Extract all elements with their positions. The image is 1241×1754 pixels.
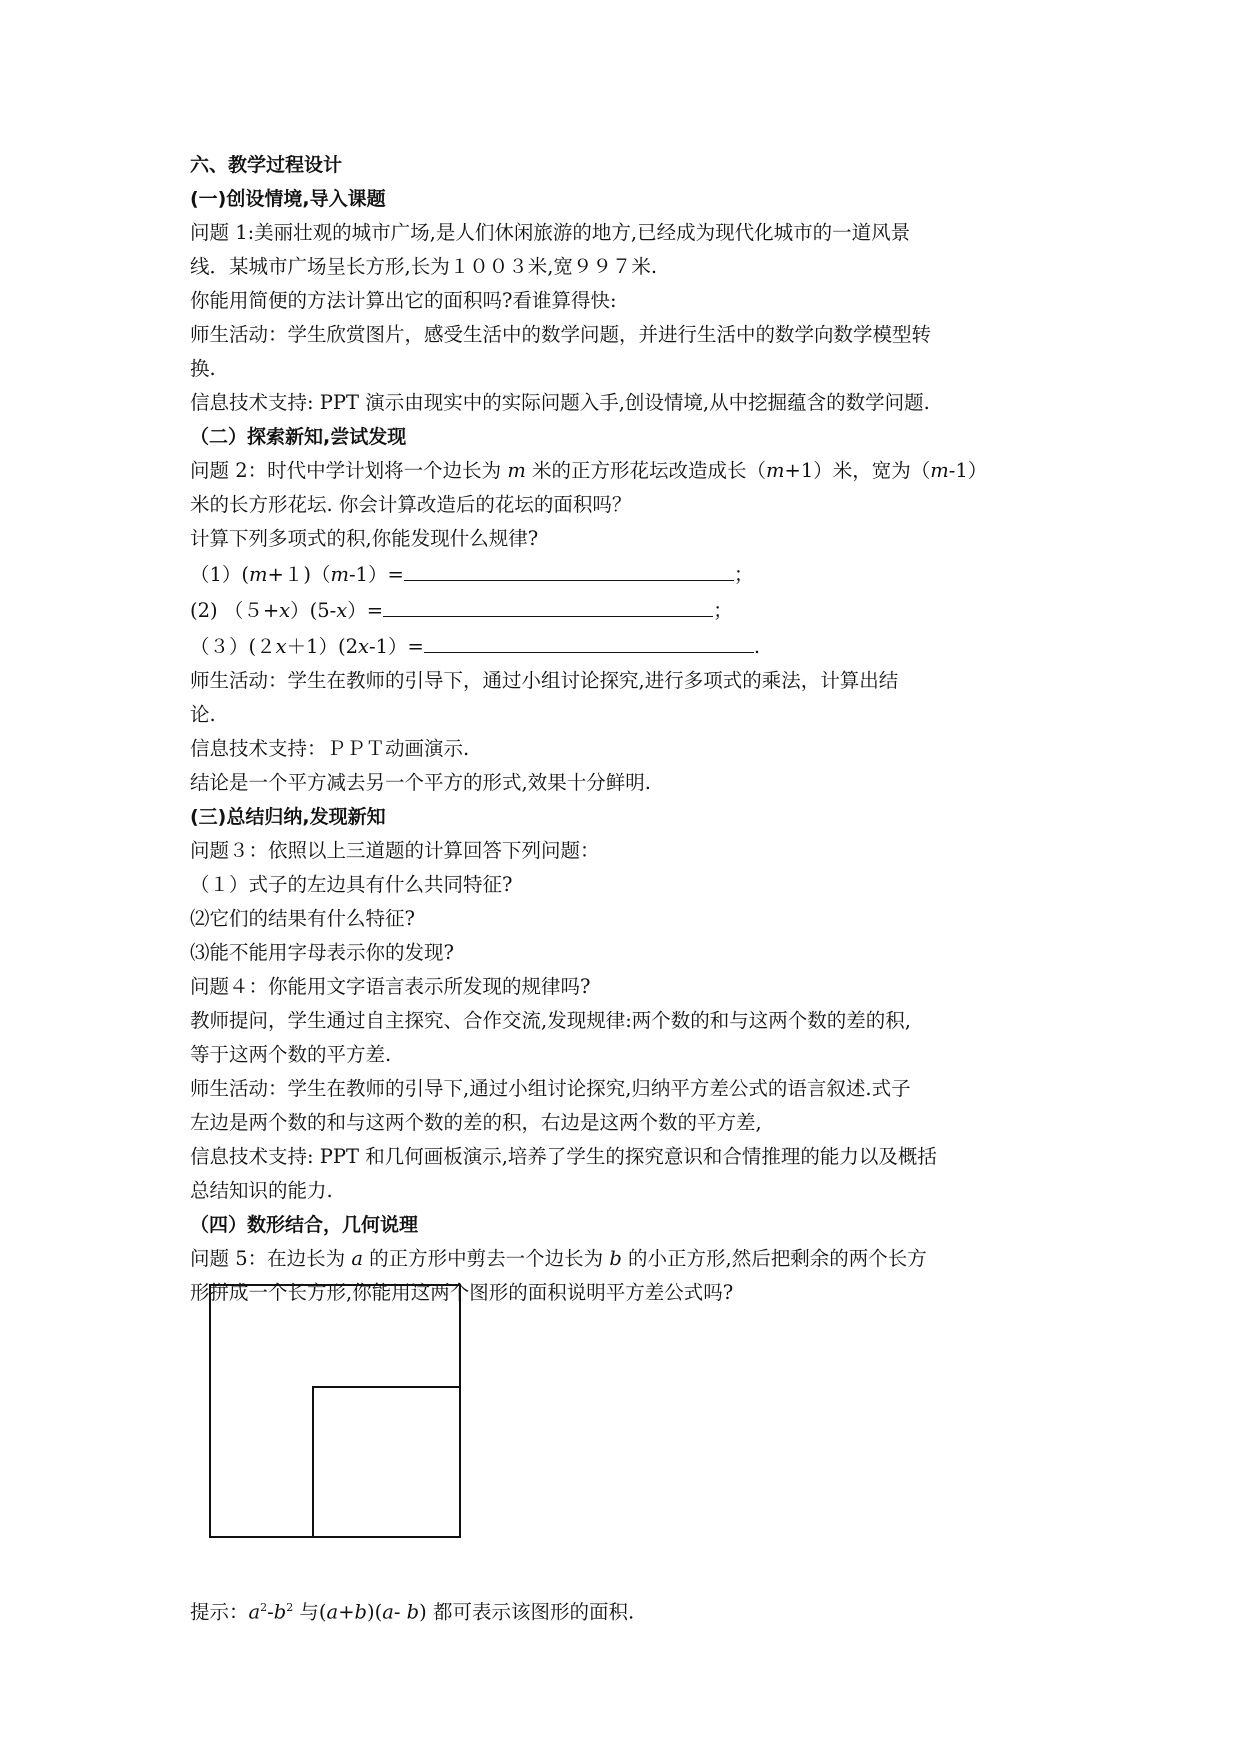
tech-support-3-line-2: 总结知识的能力.	[190, 1179, 333, 1202]
question-3-3: ⑶能不能用字母表示你的发现?	[190, 941, 454, 964]
heading-part-1: (一)创设情境,导入课题	[190, 188, 386, 210]
problem-2-line-1: 问题 2：时代中学计划将一个边长为 m 米的正方形花坛改造成长（m+1）米，宽为（m-1）	[190, 459, 988, 482]
answer-blank-3	[424, 628, 754, 653]
outer-square	[210, 1285, 460, 1537]
heading-part-2: （二）探索新知,尝试发现	[190, 426, 407, 448]
problem-1-question: 你能用简便的方法计算出它的面积吗?看谁算得快:	[190, 289, 617, 312]
problem-5-line-1: 问题 5：在边长为 a 的正方形中剪去一个边长为 b 的小正方形,然后把剩余的两个长方	[190, 1247, 927, 1270]
problem-5-line-2: 形拼成一个长方形,你能用这两个图形的面积说明平方差公式吗?	[190, 1281, 734, 1304]
heading-part-3: (三)总结归纳,发现新知	[190, 806, 386, 828]
teacher-question-line-1: 教师提问，学生通过自主探究、合作交流,发现规律:两个数的和与这两个数的差的积,	[190, 1009, 911, 1032]
problem-3: 问题３：依照以上三道题的计算回答下列问题：	[190, 839, 600, 862]
hint-line: 提示：$a^2-b^2$ 与(a+b)(a- b) 都可表示该图形的面积.	[190, 1600, 635, 1623]
document-body	[190, 148, 1060, 1310]
activity-1-line-2: 换.	[190, 357, 216, 380]
tech-support-1: 信息技术支持: PPT 演示由现实中的实际问题入手,创设情境,从中挖掘蕴含的数学问题.	[190, 391, 930, 414]
activity-2-line-2: 论.	[190, 703, 216, 726]
activity-2-line-1: 师生活动：学生在教师的引导下，通过小组讨论探究,进行多项式的乘法，计算出结	[190, 669, 899, 692]
square-diagram-svg	[209, 1284, 461, 1538]
conclusion-2: 结论是一个平方减去另一个平方的形式,效果十分鲜明.	[190, 771, 651, 794]
activity-3-line-2: 左边是两个数的和与这两个数的差的积，右边是这两个数的平方差,	[190, 1111, 762, 1134]
tech-support-3-line-1: 信息技术支持: PPT 和几何画板演示,培养了学生的探究意识和合情推理的能力以及概括	[190, 1145, 937, 1168]
inner-square	[313, 1387, 460, 1537]
problem-2-line-2: 米的长方形花坛. 你会计算改造后的花坛的面积吗？	[190, 493, 632, 516]
exercise-1: （1）(m+１)（m-1）= ；	[190, 556, 1060, 592]
square-diagram	[209, 1284, 461, 1538]
problem-1-line-1: 问题 1:美丽壮观的城市广场,是人们休闲旅游的地方,已经成为现代化城市的一道风景	[190, 221, 911, 244]
section-title: 六、教学过程设计	[190, 154, 343, 176]
compute-prompt: 计算下列多项式的积,你能发现什么规律?	[190, 527, 539, 550]
question-3-1: （１）式子的左边具有什么共同特征?	[190, 873, 513, 896]
problem-1-line-2: 线．某城市广场呈长方形,长为１００３米,宽９９７米.	[190, 255, 658, 278]
exercise-2: (2) （５+x）(5-x）= ；	[190, 592, 1060, 628]
activity-1-line-1: 师生活动：学生欣赏图片，感受生活中的数学问题，并进行生活中的数学向数学模型转	[190, 323, 932, 346]
activity-3-line-1: 师生活动：学生在教师的引导下,通过小组讨论探究,归纳平方差公式的语言叙述.式子	[190, 1077, 911, 1100]
tech-support-2: 信息技术支持：ＰＰＴ动画演示.	[190, 737, 470, 760]
problem-4: 问题４：你能用文字语言表示所发现的规律吗?	[190, 975, 591, 998]
exercise-3: （３）(２x＋1）(2x-1）= .	[190, 628, 1060, 664]
answer-blank-1	[404, 556, 734, 581]
answer-blank-2	[383, 592, 713, 617]
heading-part-4: （四）数形结合，几何说理	[190, 1214, 419, 1236]
teacher-question-line-2: 等于这两个数的平方差.	[190, 1043, 392, 1066]
question-3-2: ⑵它们的结果有什么特征?	[190, 907, 415, 930]
